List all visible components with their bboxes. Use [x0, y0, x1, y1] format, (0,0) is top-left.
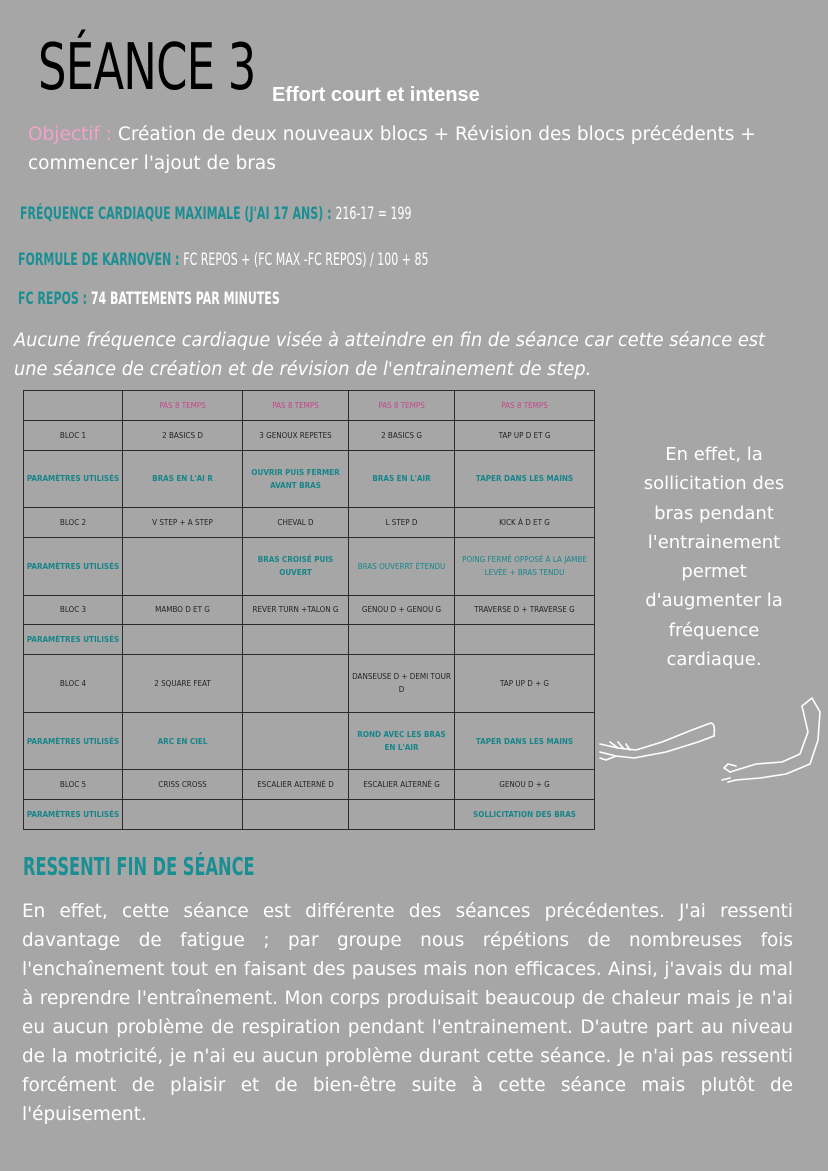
- table-cell: TRAVERSE D + TRAVERSE G: [455, 595, 595, 625]
- table-cell: [349, 800, 455, 830]
- table-cell: [349, 625, 455, 655]
- objectif-label: Objectif :: [28, 124, 113, 145]
- table-cell: L STEP D: [349, 508, 455, 538]
- table-row: [24, 712, 595, 770]
- objectif-paragraph: [28, 120, 808, 178]
- fcmax-value: 216-17 = 199: [335, 204, 412, 224]
- table-cell: OUVRIR PUIS FERMER AVANT BRAS: [243, 450, 349, 508]
- table-cell: 3 GENOUX REPETES: [243, 420, 349, 450]
- table-cell: PARAMÈTRES UTILISÉS: [24, 450, 123, 508]
- table-cell: PARAMÈTRES UTILISÉS: [24, 800, 123, 830]
- table-row: [24, 800, 595, 830]
- table-cell: [243, 655, 349, 713]
- table-cell: [455, 625, 595, 655]
- ressenti-title: RESSENTI FIN DE SÉANCE: [23, 852, 255, 881]
- table-cell: [123, 800, 243, 830]
- table-cell: BRAS EN L'AI R: [123, 450, 243, 508]
- table-cell: MAMBO D ET G: [123, 595, 243, 625]
- table-cell: 2 BASICS G: [349, 420, 455, 450]
- table-cell: BLOC 5: [24, 770, 123, 800]
- table-cell: REVER TURN +TALON G: [243, 595, 349, 625]
- table-cell: [123, 625, 243, 655]
- fcmax-label: FRÉQUENCE CARDIAQUE MAXIMALE (J'AI 17 ANS) :: [20, 204, 332, 224]
- ressenti-paragraph: En effet, cette séance est différente des séances précédentes. J'ai ressenti davantage de fatigue ; par groupe nous répétions de nombreuses fois l'enchaînement tout en faisant des pauses mais non efficaces. Ainsi, j'avais du mal à reprendre l'entraînement. Mon corps produisait beaucoup de chaleur mais je n'ai eu aucun problème de respiration pendant l'entrainement. D'autre part au niveau de la motricité, je n'ai eu aucun problème durant cette séance. Je n'ai pas ressenti forcément de plaisir et de bien-être suite à cette séance mais plutôt de l'épuisement.: [22, 901, 793, 1125]
- table-cell: ARC EN CIEL: [123, 712, 243, 770]
- table-row: [24, 770, 595, 800]
- table-cell: BLOC 3: [24, 595, 123, 625]
- seance-table: [23, 390, 595, 830]
- table-header-row: [24, 391, 595, 421]
- table-cell: KICK À D ET G: [455, 508, 595, 538]
- fcrepos-line: [18, 289, 280, 309]
- fcmax-line: [20, 204, 412, 224]
- fcrepos-value: 74 BATTEMENTS PAR MINUTES: [90, 289, 280, 309]
- table-cell: V STEP + A STEP: [123, 508, 243, 538]
- table-cell: GENOU D + G: [455, 770, 595, 800]
- table-cell: PARAMÈTRES UTILISÉS: [24, 625, 123, 655]
- table-cell: CHEVAL D: [243, 508, 349, 538]
- table-row: [24, 420, 595, 450]
- table-header-cell: PAS 8 TEMPS: [243, 391, 349, 421]
- table-cell: [123, 538, 243, 596]
- page-subtitle: Effort court et intense: [272, 84, 480, 106]
- objectif-text: Création de deux nouveaux blocs + Révision des blocs précédents + commencer l'ajout de bras: [28, 124, 756, 174]
- intro-paragraph: Aucune fréquence cardiaque visée à atteindre en fin de séance car cette séance est une séance de création et de révision de l'entrainement de step.: [14, 330, 766, 380]
- table-cell: ESCALIER ALTERNÉ D: [243, 770, 349, 800]
- table-cell: TAPER DANS LES MAINS: [455, 712, 595, 770]
- table-cell: BLOC 1: [24, 420, 123, 450]
- table-header-cell: PAS 8 TEMPS: [455, 391, 595, 421]
- table-cell: BLOC 4: [24, 655, 123, 713]
- table-row: [24, 625, 595, 655]
- table-header-cell: PAS 8 TEMPS: [349, 391, 455, 421]
- table-cell: [243, 800, 349, 830]
- karnoven-label: FORMULE DE KARNOVEN :: [18, 250, 180, 270]
- table-row: [24, 595, 595, 625]
- table-cell: BRAS CROISÉ PUIS OUVERT: [243, 538, 349, 596]
- table-cell: SOLLICITATION DES BRAS: [455, 800, 595, 830]
- arms-illustration-icon: [596, 692, 822, 784]
- table-cell: [243, 712, 349, 770]
- side-note: En effet, la sollicitation des bras pendant l'entrainement permet d'augmenter la fréquence cardiaque.: [643, 444, 785, 671]
- table-cell: TAPER DANS LES MAINS: [455, 450, 595, 508]
- table-cell: CRISS CROSS: [123, 770, 243, 800]
- table-cell: PARAMÈTRES UTILISÉS: [24, 538, 123, 596]
- table-row: [24, 655, 595, 713]
- fcrepos-label: FC REPOS :: [18, 289, 88, 309]
- table-cell: GENOU D + GENOU G: [349, 595, 455, 625]
- table-cell: ESCALIER ALTERNÉ G: [349, 770, 455, 800]
- table-row: [24, 508, 595, 538]
- table-cell: BRAS EN L'AIR: [349, 450, 455, 508]
- table-cell: PARAMÈTRES UTILISÉS: [24, 712, 123, 770]
- page-title: SÉANCE 3: [38, 31, 256, 105]
- table-cell: BLOC 2: [24, 508, 123, 538]
- table-cell: 2 SQUARE FEAT: [123, 655, 243, 713]
- table-cell: BRAS OUVERRT ÉTENDU: [349, 538, 455, 596]
- karnoven-value: FC REPOS + (FC MAX -FC REPOS) / 100 + 85: [183, 250, 429, 270]
- table-cell: ROND AVEC LES BRAS EN L'AIR: [349, 712, 455, 770]
- table-cell: DANSEUSE D + DEMI TOUR D: [349, 655, 455, 713]
- table-cell: 2 BASICS D: [123, 420, 243, 450]
- karnoven-line: [18, 250, 428, 270]
- table-cell: TAP UP D + G: [455, 655, 595, 713]
- table-row: [24, 538, 595, 596]
- table-row: [24, 450, 595, 508]
- table-cell: TAP UP D ET G: [455, 420, 595, 450]
- table-cell: [243, 625, 349, 655]
- table-header-cell: [24, 391, 123, 421]
- table-cell: POING FERMÉ OPPOSÉ À LA JAMBE LEVÉE + BRAS TENDU: [455, 538, 595, 596]
- table-header-cell: PAS 8 TEMPS: [123, 391, 243, 421]
